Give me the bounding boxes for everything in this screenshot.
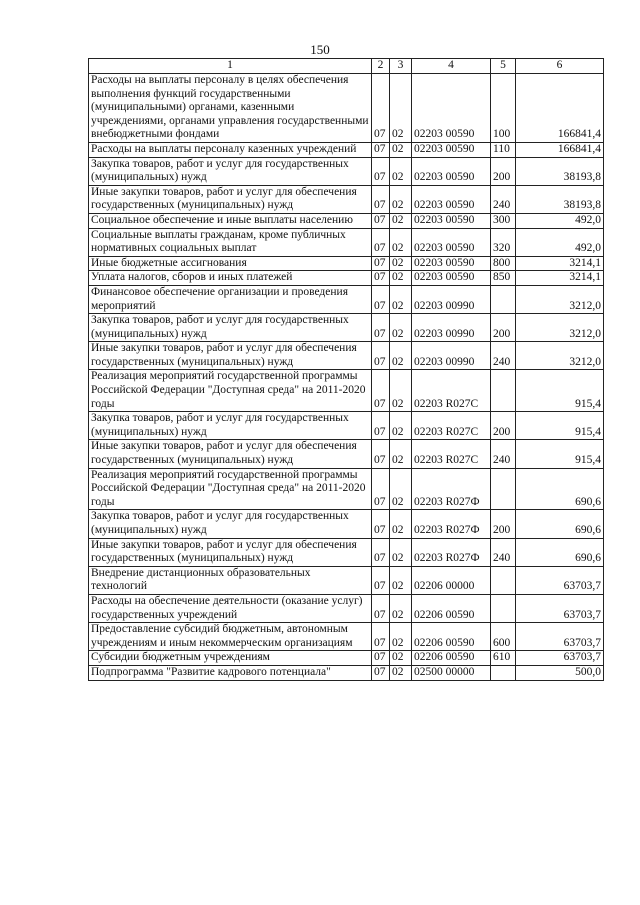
- budget-table: [88, 58, 604, 681]
- table-row: [89, 142, 604, 157]
- amount: 63703,7: [516, 566, 604, 594]
- subsection-code: 02: [390, 256, 412, 271]
- expense-type-code: 600: [491, 623, 516, 651]
- amount: 915,4: [516, 412, 604, 440]
- section-code: 07: [372, 566, 390, 594]
- amount: 500,0: [516, 665, 604, 680]
- subsection-code: 02: [390, 538, 412, 566]
- section-code: 07: [372, 412, 390, 440]
- column-header-1: 1: [89, 59, 372, 74]
- amount: 63703,7: [516, 651, 604, 666]
- row-name: Субсидии бюджетным учреждениям: [89, 651, 372, 666]
- section-code: 07: [372, 314, 390, 342]
- target-article-code: 02203 R027Ф: [412, 468, 491, 510]
- amount: 690,6: [516, 468, 604, 510]
- section-code: 07: [372, 651, 390, 666]
- section-code: 07: [372, 157, 390, 185]
- target-article-code: 02206 00590: [412, 651, 491, 666]
- row-name: Иные закупки товаров, работ и услуг для обеспечения государственных (муниципальных) нужд: [89, 440, 372, 468]
- subsection-code: 02: [390, 228, 412, 256]
- row-name: Подпрограмма "Развитие кадрового потенциала": [89, 665, 372, 680]
- expense-type-code: 240: [491, 342, 516, 370]
- column-header-5: 5: [491, 59, 516, 74]
- expense-type-code: 240: [491, 185, 516, 213]
- amount: 915,4: [516, 440, 604, 468]
- row-name: Иные закупки товаров, работ и услуг для обеспечения государственных (муниципальных) нужд: [89, 342, 372, 370]
- amount: 492,0: [516, 228, 604, 256]
- section-code: 07: [372, 271, 390, 286]
- section-code: 07: [372, 594, 390, 622]
- target-article-code: 02203 00590: [412, 228, 491, 256]
- target-article-code: 02206 00590: [412, 594, 491, 622]
- section-code: 07: [372, 342, 390, 370]
- amount: 63703,7: [516, 594, 604, 622]
- section-code: 07: [372, 468, 390, 510]
- subsection-code: 02: [390, 342, 412, 370]
- table-body: [89, 74, 604, 681]
- target-article-code: 02203 R027Ф: [412, 510, 491, 538]
- amount: 166841,4: [516, 142, 604, 157]
- target-article-code: 02203 R027С: [412, 412, 491, 440]
- target-article-code: 02203 00590: [412, 213, 491, 228]
- table-row: [89, 665, 604, 680]
- table-row: [89, 213, 604, 228]
- subsection-code: 02: [390, 594, 412, 622]
- expense-type-code: 110: [491, 142, 516, 157]
- amount: 3212,0: [516, 314, 604, 342]
- amount: 38193,8: [516, 157, 604, 185]
- subsection-code: 02: [390, 566, 412, 594]
- table-row: [89, 157, 604, 185]
- amount: 38193,8: [516, 185, 604, 213]
- row-name: Реализация мероприятий государственной программы Российской Федерации "Доступная среда" на 2011-2020 годы: [89, 370, 372, 412]
- table-row: [89, 314, 604, 342]
- section-code: 07: [372, 213, 390, 228]
- table-row: [89, 185, 604, 213]
- expense-type-code: [491, 285, 516, 313]
- expense-type-code: 610: [491, 651, 516, 666]
- table-row: [89, 74, 604, 143]
- section-code: 07: [372, 440, 390, 468]
- target-article-code: 02203 00590: [412, 256, 491, 271]
- target-article-code: 02206 00000: [412, 566, 491, 594]
- expense-type-code: 800: [491, 256, 516, 271]
- row-name: Иные закупки товаров, работ и услуг для обеспечения государственных (муниципальных) нужд: [89, 185, 372, 213]
- amount: 690,6: [516, 510, 604, 538]
- section-code: 07: [372, 142, 390, 157]
- subsection-code: 02: [390, 468, 412, 510]
- column-header-4: 4: [412, 59, 491, 74]
- expense-type-code: [491, 468, 516, 510]
- expense-type-code: [491, 566, 516, 594]
- target-article-code: 02500 00000: [412, 665, 491, 680]
- subsection-code: 02: [390, 651, 412, 666]
- expense-type-code: 200: [491, 314, 516, 342]
- table-row: [89, 342, 604, 370]
- table-row: [89, 538, 604, 566]
- row-name: Иные закупки товаров, работ и услуг для обеспечения государственных (муниципальных) нужд: [89, 538, 372, 566]
- section-code: 07: [372, 185, 390, 213]
- table-row: [89, 651, 604, 666]
- table-header-row: [89, 59, 604, 74]
- amount: 3212,0: [516, 342, 604, 370]
- subsection-code: 02: [390, 314, 412, 342]
- amount: 3212,0: [516, 285, 604, 313]
- section-code: 07: [372, 665, 390, 680]
- section-code: 07: [372, 510, 390, 538]
- row-name: Социальные выплаты гражданам, кроме публичных нормативных социальных выплат: [89, 228, 372, 256]
- table-row: [89, 256, 604, 271]
- subsection-code: 02: [390, 623, 412, 651]
- amount: 915,4: [516, 370, 604, 412]
- table-row: [89, 468, 604, 510]
- expense-type-code: [491, 665, 516, 680]
- row-name: Финансовое обеспечение организации и проведения мероприятий: [89, 285, 372, 313]
- row-name: Реализация мероприятий государственной программы Российской Федерации "Доступная среда" на 2011-2020 годы: [89, 468, 372, 510]
- subsection-code: 02: [390, 285, 412, 313]
- section-code: 07: [372, 74, 390, 143]
- target-article-code: 02203 00990: [412, 314, 491, 342]
- amount: 690,6: [516, 538, 604, 566]
- section-code: 07: [372, 370, 390, 412]
- table-row: [89, 370, 604, 412]
- amount: 492,0: [516, 213, 604, 228]
- section-code: 07: [372, 285, 390, 313]
- target-article-code: 02203 R027С: [412, 440, 491, 468]
- target-article-code: 02206 00590: [412, 623, 491, 651]
- row-name: Закупка товаров, работ и услуг для государственных (муниципальных) нужд: [89, 412, 372, 440]
- row-name: Предоставление субсидий бюджетным, автономным учреждениям и иным некоммерческим организациям: [89, 623, 372, 651]
- subsection-code: 02: [390, 440, 412, 468]
- subsection-code: 02: [390, 665, 412, 680]
- column-header-6: 6: [516, 59, 604, 74]
- row-name: Иные бюджетные ассигнования: [89, 256, 372, 271]
- table-row: [89, 566, 604, 594]
- target-article-code: 02203 00590: [412, 185, 491, 213]
- row-name: Закупка товаров, работ и услуг для государственных (муниципальных) нужд: [89, 314, 372, 342]
- column-header-2: 2: [372, 59, 390, 74]
- subsection-code: 02: [390, 74, 412, 143]
- row-name: Социальное обеспечение и иные выплаты населению: [89, 213, 372, 228]
- expense-type-code: 240: [491, 538, 516, 566]
- row-name: Расходы на выплаты персоналу казенных учреждений: [89, 142, 372, 157]
- section-code: 07: [372, 623, 390, 651]
- target-article-code: 02203 R027Ф: [412, 538, 491, 566]
- subsection-code: 02: [390, 157, 412, 185]
- table-row: [89, 271, 604, 286]
- expense-type-code: 200: [491, 412, 516, 440]
- table-row: [89, 623, 604, 651]
- amount: 3214,1: [516, 271, 604, 286]
- target-article-code: 02203 00590: [412, 157, 491, 185]
- target-article-code: 02203 00990: [412, 285, 491, 313]
- expense-type-code: 100: [491, 74, 516, 143]
- expense-type-code: [491, 594, 516, 622]
- target-article-code: 02203 00590: [412, 74, 491, 143]
- amount: 3214,1: [516, 256, 604, 271]
- table-row: [89, 594, 604, 622]
- section-code: 07: [372, 228, 390, 256]
- amount: 63703,7: [516, 623, 604, 651]
- target-article-code: 02203 00990: [412, 342, 491, 370]
- subsection-code: 02: [390, 510, 412, 538]
- table-row: [89, 440, 604, 468]
- subsection-code: 02: [390, 412, 412, 440]
- row-name: Расходы на выплаты персоналу в целях обеспечения выполнения функций государственными (муниципальными) органами, казенными учреждениями, органами управления государственными внебюджетными фондами: [89, 74, 372, 143]
- subsection-code: 02: [390, 370, 412, 412]
- amount: 166841,4: [516, 74, 604, 143]
- row-name: Уплата налогов, сборов и иных платежей: [89, 271, 372, 286]
- section-code: 07: [372, 256, 390, 271]
- target-article-code: 02203 00590: [412, 271, 491, 286]
- table-row: [89, 412, 604, 440]
- row-name: Закупка товаров, работ и услуг для государственных (муниципальных) нужд: [89, 510, 372, 538]
- target-article-code: 02203 00590: [412, 142, 491, 157]
- expense-type-code: 300: [491, 213, 516, 228]
- table-row: [89, 228, 604, 256]
- row-name: Закупка товаров, работ и услуг для государственных (муниципальных) нужд: [89, 157, 372, 185]
- expense-type-code: [491, 370, 516, 412]
- row-name: Внедрение дистанционных образовательных технологий: [89, 566, 372, 594]
- subsection-code: 02: [390, 142, 412, 157]
- subsection-code: 02: [390, 271, 412, 286]
- page-number: 150: [310, 42, 330, 57]
- expense-type-code: 240: [491, 440, 516, 468]
- expense-type-code: 850: [491, 271, 516, 286]
- row-name: Расходы на обеспечение деятельности (оказание услуг) государственных учреждений: [89, 594, 372, 622]
- subsection-code: 02: [390, 185, 412, 213]
- column-header-3: 3: [390, 59, 412, 74]
- section-code: 07: [372, 538, 390, 566]
- expense-type-code: 320: [491, 228, 516, 256]
- table-row: [89, 510, 604, 538]
- target-article-code: 02203 R027С: [412, 370, 491, 412]
- expense-type-code: 200: [491, 157, 516, 185]
- subsection-code: 02: [390, 213, 412, 228]
- table-row: [89, 285, 604, 313]
- expense-type-code: 200: [491, 510, 516, 538]
